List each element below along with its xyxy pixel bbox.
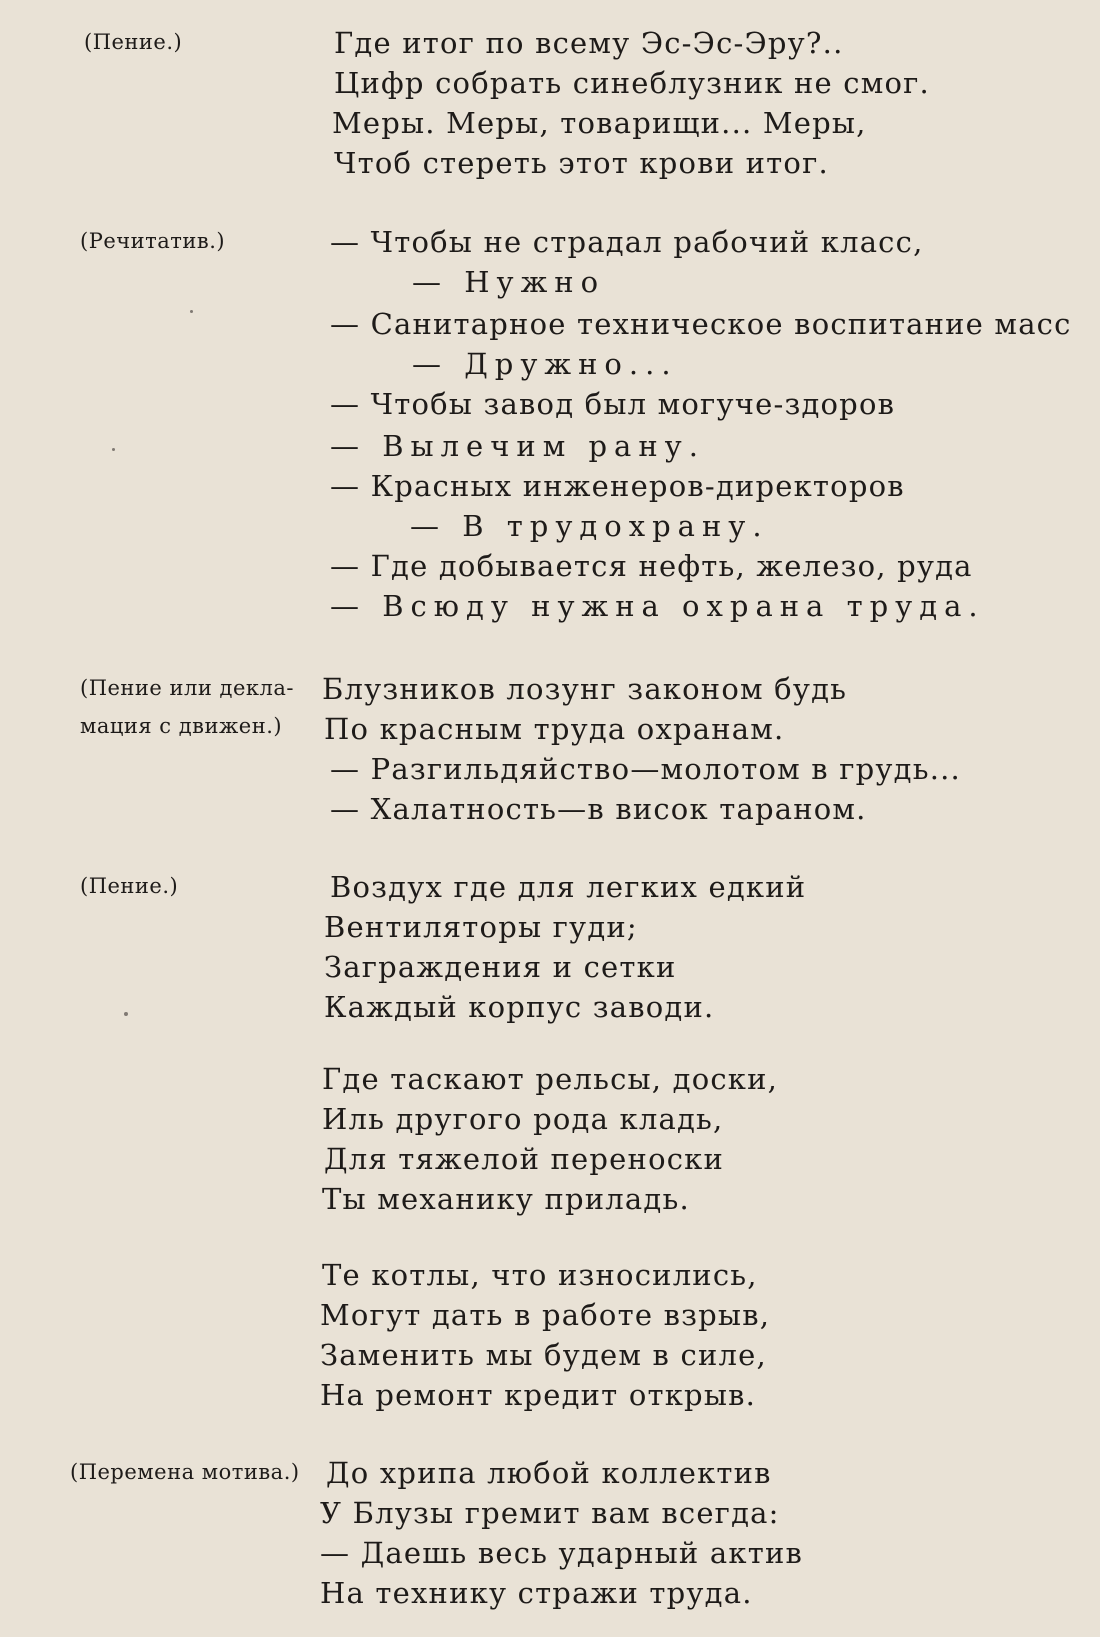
verse-line: — Дружно... (412, 347, 678, 381)
verse-line: Где таскают рельсы, доски, (322, 1062, 779, 1096)
stage-direction: (Пение.) (84, 30, 183, 54)
stage-direction: мация с движен.) (80, 714, 283, 738)
verse-line: — Где добывается нефть, железо, руда (330, 549, 973, 583)
verse-line: Вентиляторы гуди; (324, 910, 638, 944)
verse-line: — Даешь весь ударный актив (320, 1536, 803, 1570)
verse-line: Чтоб стереть этот крови итог. (334, 146, 829, 180)
paper-speck (112, 448, 115, 451)
verse-line: — Нужно (412, 265, 606, 299)
verse-line: На ремонт кредит открыв. (320, 1378, 757, 1412)
stage-direction: (Пение или декла- (80, 676, 294, 700)
verse-line: Те котлы, что износились, (322, 1258, 758, 1292)
verse-line: Где итог по всему Эс-Эс-Эру?.. (334, 26, 844, 60)
stage-direction: (Речитатив.) (80, 229, 226, 253)
stage-direction: (Пение.) (80, 874, 179, 898)
verse-line: Воздух где для легких едкий (330, 870, 807, 904)
verse-line: Цифр собрать синеблузник не смог. (334, 66, 930, 100)
verse-line: — Чтобы завод был могуче-здоров (330, 387, 896, 421)
paper-speck (124, 1012, 128, 1016)
verse-line: — Красных инженеров-директоров (330, 469, 905, 503)
verse-line: — Чтобы не страдал рабочий класс, (330, 225, 924, 259)
verse-line: — Санитарное техническое воспитание масс (330, 307, 1072, 341)
verse-line: Блузников лозунг законом будь (322, 672, 848, 706)
verse-line: — Всюду нужна охрана труда. (330, 589, 985, 623)
verse-line: До хрипа любой коллектив (326, 1456, 772, 1490)
verse-line: Каждый корпус заводи. (324, 990, 715, 1024)
stage-direction: (Перемена мотива.) (70, 1460, 300, 1484)
verse-line: По красным труда охранам. (324, 712, 785, 746)
verse-line: — Вылечим рану. (330, 429, 705, 463)
verse-line: Иль другого рода кладь, (322, 1102, 724, 1136)
verse-line: У Блузы гремит вам всегда: (320, 1496, 780, 1530)
verse-line: Меры. Меры, товарищи... Меры, (332, 106, 867, 140)
verse-line: Заграждения и сетки (324, 950, 677, 984)
verse-line: — Халатность—в висок тараном. (330, 792, 867, 826)
verse-line: — В трудохрану. (410, 509, 769, 543)
verse-line: Для тяжелой переноски (324, 1142, 725, 1176)
verse-line: Ты механику приладь. (322, 1182, 690, 1216)
verse-line: Могут дать в работе взрыв, (320, 1298, 771, 1332)
verse-line: — Разгильдяйство—молотом в грудь... (330, 752, 961, 786)
verse-line: На технику стражи труда. (320, 1576, 753, 1610)
verse-line: Заменить мы будем в силе, (320, 1338, 767, 1372)
paper-speck (190, 310, 193, 313)
